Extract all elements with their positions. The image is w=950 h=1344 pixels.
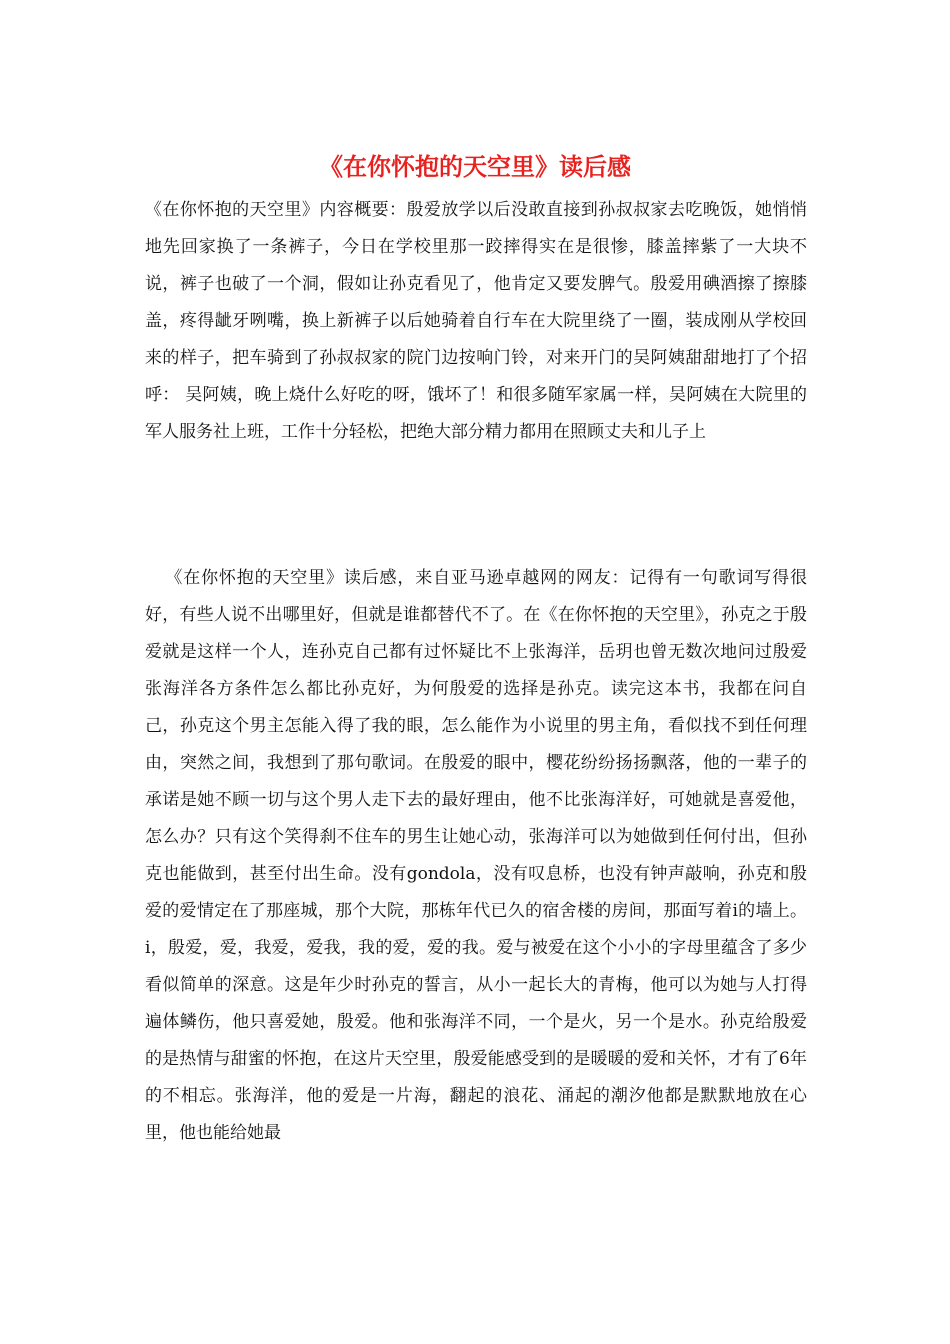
summary-paragraph: 《在你怀抱的天空里》内容概要：殷爱放学以后没敢直接到孙叔叔家去吃晚饭，她悄悄地先回家换了一条裤子，今日在学校里那一跤摔得实在是很惨，膝盖摔紫了一大块不说，裤子也破了一个洞，假如让孙克看见了，他肯定又要发脾气。殷爱用碘酒擦了擦膝盖，疼得龇牙咧嘴，换上新裤子以后她骑着自行车在大院里绕了一圈，装成刚从学校回来的样子，把车骑到了孙叔叔家的院门边按响门铃，对来开门的吴阿姨甜甜地打了个招呼： 吴阿姨，晚上烧什么好吃的呀，饿坏了！和很多随军家属一样，吴阿姨在大院里的军人服务社上班，工作十分轻松，把绝大部分精力都用在照顾丈夫和儿子上 — [145, 200, 807, 442]
review-paragraph: 《在你怀抱的天空里》读后感，来自亚马逊卓越网的网友：记得有一句歌词写得很好，有些人说不出哪里好，但就是谁都替代不了。在《在你怀抱的天空里》，孙克之于殷爱就是这样一个人，连孙克自己都有过怀疑比不上张海洋，岳玥也曾无数次地问过殷爱张海洋各方条件怎么都比孙克好，为何殷爱的选择是孙克。读完这本书，我都在问自己，孙克这个男主怎能入得了我的眼，怎么能作为小说里的男主角，看似找不到任何理由，突然之间，我想到了那句歌词。在殷爱的眼中，樱花纷纷扬扬飘落，他的一辈子的承诺是她不顾一切与这个男人走下去的最好理由，他不比张海洋好，可她就是喜爱他，怎么办？只有这个笑得刹不住车的男生让她心动，张海洋可以为她做到任何付出，但孙克也能做到，甚至付出生命。没有gondola，没有叹息桥，也没有钟声敲响，孙克和殷爱的爱情定在了那座城，那个大院，那栋年代已久的宿舍楼的房间，那面写着i的墙上。 i，殷爱，爱，我爱，爱我，我的爱，爱的我。爱与被爱在这个小小的字母里蕴含了多少看似简单的深意。这是年少时孙克的誓言，从小一起长大的青梅，他可以为她与人打得遍体鳞伤，他只喜爱她，殷爱。他和张海洋不同，一个是火，另一个是水。孙克给殷爱的是热情与甜蜜的怀抱，在这片天空里，殷爱能感受到的是暖暖的爱和关怀，才有了6年的不相忘。张海洋，他的爱是一片海，翻起的浪花、涌起的潮汐他都是默默地放在心里，他也能给她最 — [145, 568, 807, 1143]
document-title: 《在你怀抱的天空里》读后感 — [319, 153, 631, 181]
